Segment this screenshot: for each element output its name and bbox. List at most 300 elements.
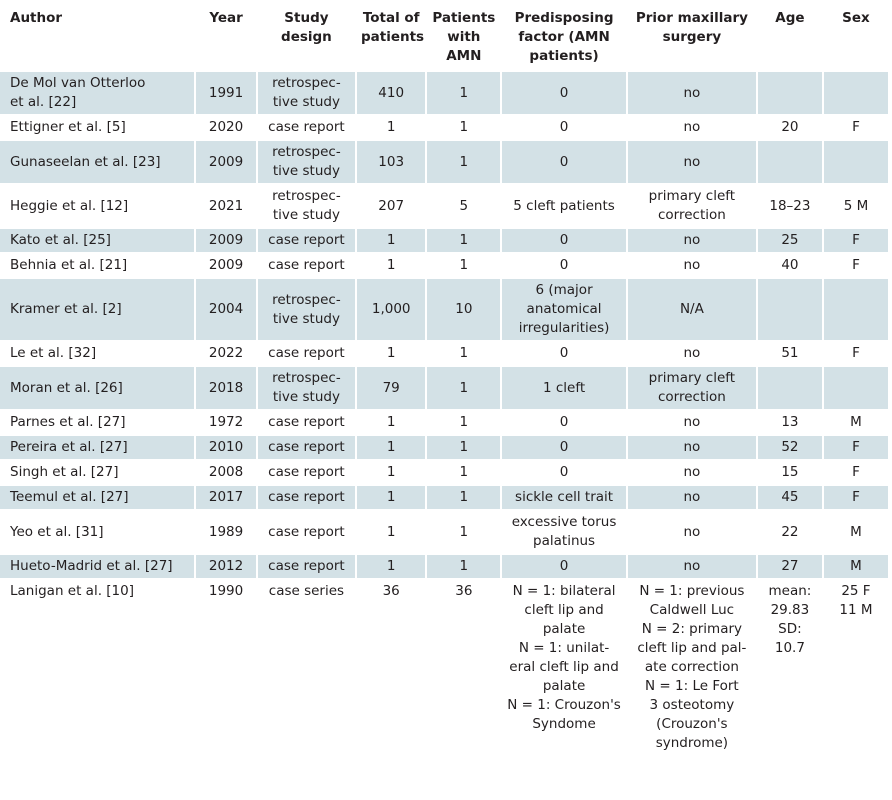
total-cell [357, 555, 425, 578]
patients-cell [427, 185, 500, 227]
cell-line: retrospec- [272, 188, 341, 204]
cell-line: no [683, 153, 701, 170]
cell-line: 2022 [208, 345, 244, 361]
cell-line: 1 [459, 379, 469, 396]
sex-cell [824, 141, 888, 183]
cell-line: 79 [382, 379, 400, 396]
header-line: Prior maxillary [635, 10, 748, 26]
cell-line: 27 [781, 558, 799, 574]
prior-surgery-cell [628, 116, 756, 139]
author-cell [0, 229, 194, 252]
total-cell [357, 486, 425, 509]
age-cell [758, 342, 822, 365]
cell-line: 0 [559, 232, 569, 248]
cell-line: 0 [559, 257, 569, 273]
cell-line: 0 [559, 439, 569, 455]
cell-line: no [683, 464, 701, 480]
cell-line: 2004 [208, 301, 244, 317]
header-line: Total of [362, 10, 420, 26]
cell-line: De Mol van Otterloo [10, 75, 146, 91]
cell-line: Kramer et al. [2] [10, 301, 122, 317]
cell-line: 2008 [208, 464, 244, 480]
cell-line: correction [657, 207, 726, 223]
cell-line: N = 1: Le Fort [645, 678, 739, 694]
author-cell [0, 254, 194, 277]
cell-line: case report [268, 558, 345, 574]
cell-line: M [850, 414, 862, 430]
cell-line: Heggie et al. [12] [10, 197, 129, 214]
year-cell [196, 229, 256, 252]
cell-line: 0 [559, 84, 569, 101]
cell-line: 0 [559, 119, 569, 135]
cell-line: 2009 [208, 257, 244, 273]
age-cell [758, 116, 822, 139]
author-cell [0, 461, 194, 484]
cell-line: 1 [459, 84, 469, 101]
cell-line: Behnia et al. [21] [10, 257, 128, 273]
cell-line: SD: [778, 621, 802, 637]
design-cell [258, 580, 355, 756]
cell-line: Syndome [532, 716, 596, 732]
age-cell [758, 254, 822, 277]
cell-line: Gunaseelan et al. [23] [10, 153, 161, 170]
age-cell [758, 511, 822, 553]
cell-line: N = 1: previous [639, 583, 745, 599]
cell-line: 1 [459, 523, 469, 540]
cell-line: mean: [768, 583, 812, 599]
prior-surgery-cell [628, 436, 756, 459]
cell-line: 25 F [841, 583, 871, 599]
table-row [0, 72, 888, 114]
header-line: Author [10, 10, 63, 26]
age-cell [758, 555, 822, 578]
factor-cell [502, 411, 626, 434]
cell-line: Hueto-Madrid et al. [27] [10, 558, 173, 574]
sex-cell [824, 486, 888, 509]
cell-line: 1 [386, 414, 396, 430]
sex-cell [824, 185, 888, 227]
author-cell [0, 511, 194, 553]
sex-cell [824, 254, 888, 277]
patients-cell [427, 141, 500, 183]
cell-line: N = 1: unilat- [518, 640, 610, 656]
author-cell [0, 342, 194, 365]
total-cell [357, 461, 425, 484]
age-cell [758, 411, 822, 434]
cell-line: irregularities) [518, 320, 610, 336]
cell-line: case report [268, 439, 345, 455]
patients-cell [427, 555, 500, 578]
cell-line: 2009 [208, 153, 244, 170]
cell-line: 1 [459, 257, 469, 273]
cell-line: Ettigner et al. [5] [10, 119, 126, 135]
patients-cell [427, 229, 500, 252]
year-cell [196, 555, 256, 578]
cell-line: 1,000 [371, 301, 411, 317]
cell-line: case series [268, 583, 345, 599]
patients-cell [427, 342, 500, 365]
header-line: Patients [432, 10, 496, 26]
header-line: Year [209, 10, 243, 26]
prior-surgery-cell [628, 229, 756, 252]
year-cell [196, 486, 256, 509]
cell-line: et al. [22] [10, 94, 77, 110]
author-cell [0, 141, 194, 183]
patients-cell [427, 254, 500, 277]
prior-surgery-cell [628, 461, 756, 484]
factor-cell [502, 511, 626, 553]
cell-line: cleft lip and pal- [637, 640, 747, 656]
cell-line: correction [657, 389, 726, 405]
factor-cell [502, 342, 626, 365]
total-cell [357, 411, 425, 434]
cell-line: 1 [386, 345, 396, 361]
design-cell [258, 185, 355, 227]
cell-line: 6 (major [535, 282, 593, 298]
cell-line: N = 1: Crouzon's [507, 697, 621, 713]
cell-line: 2018 [208, 379, 244, 396]
cell-line: 1 [386, 119, 396, 135]
header-patients-with-amn [427, 0, 500, 70]
prior-surgery-cell [628, 411, 756, 434]
cell-line: 1 [386, 439, 396, 455]
cell-line: 5 cleft patients [513, 197, 615, 214]
header-line: factor (AMN [518, 29, 610, 45]
factor-cell [502, 461, 626, 484]
cell-line: no [683, 489, 701, 505]
cell-line: 0 [559, 345, 569, 361]
design-cell [258, 342, 355, 365]
table-row [0, 254, 888, 277]
table-row [0, 555, 888, 578]
year-cell [196, 279, 256, 340]
cell-line: 0 [559, 414, 569, 430]
cell-line: F [852, 439, 860, 455]
table-row [0, 367, 888, 409]
year-cell [196, 342, 256, 365]
header-line: design [281, 29, 332, 45]
design-cell [258, 511, 355, 553]
cell-line: 2017 [208, 489, 244, 505]
factor-cell [502, 279, 626, 340]
cell-line: case report [268, 464, 345, 480]
header-line: AMN [446, 48, 482, 64]
design-cell [258, 436, 355, 459]
cell-line: 0 [559, 558, 569, 574]
author-cell [0, 486, 194, 509]
total-cell [357, 511, 425, 553]
cell-line: (Crouzon's [656, 716, 728, 732]
age-cell [758, 461, 822, 484]
cell-line: 15 [781, 464, 799, 480]
header-study-design [258, 0, 355, 70]
cell-line: 1 [386, 232, 396, 248]
cell-line: no [683, 414, 701, 430]
cell-line: 1 cleft [542, 379, 586, 396]
cell-line: primary cleft [648, 188, 736, 204]
cell-line: Yeo et al. [31] [10, 523, 104, 540]
cell-line: 1 [386, 464, 396, 480]
total-cell [357, 116, 425, 139]
factor-cell [502, 436, 626, 459]
cell-line: 1 [386, 523, 396, 540]
age-cell [758, 436, 822, 459]
author-cell [0, 367, 194, 409]
sex-cell [824, 279, 888, 340]
author-cell [0, 555, 194, 578]
cell-line: N = 2: primary [641, 621, 743, 637]
table-body [0, 72, 888, 756]
cell-line: 40 [781, 257, 799, 273]
cell-line: F [852, 345, 860, 361]
age-cell [758, 580, 822, 756]
cell-line: 1 [459, 119, 469, 135]
table-row [0, 141, 888, 183]
cell-line: palate [542, 621, 586, 637]
design-cell [258, 254, 355, 277]
cell-line: 1972 [208, 414, 244, 430]
table-row [0, 185, 888, 227]
prior-surgery-cell [628, 555, 756, 578]
cell-line: cleft lip and [524, 602, 604, 618]
factor-cell [502, 72, 626, 114]
cell-line: no [683, 523, 701, 540]
cell-line: case report [268, 345, 345, 361]
cell-line: Moran et al. [26] [10, 379, 123, 396]
cell-line: no [683, 232, 701, 248]
author-cell [0, 580, 194, 756]
cell-line: 1 [459, 464, 469, 480]
header-author [0, 0, 194, 70]
age-cell [758, 229, 822, 252]
cell-line: 22 [781, 523, 799, 540]
cell-line: 2012 [208, 558, 244, 574]
table-row [0, 580, 888, 756]
cell-line: retrospec- [272, 144, 341, 160]
cell-line: 410 [378, 84, 405, 101]
total-cell [357, 72, 425, 114]
cell-line: Kato et al. [25] [10, 232, 111, 248]
year-cell [196, 461, 256, 484]
cell-line: 5 [459, 197, 469, 214]
cell-line: Singh et al. [27] [10, 464, 119, 480]
age-cell [758, 72, 822, 114]
year-cell [196, 367, 256, 409]
cell-line: Le et al. [32] [10, 345, 97, 361]
cell-line: 10 [455, 301, 473, 317]
cell-line: Pereira et al. [27] [10, 439, 128, 455]
header-line: Age [775, 10, 805, 26]
cell-line: 20 [781, 119, 799, 135]
patients-cell [427, 279, 500, 340]
author-cell [0, 72, 194, 114]
year-cell [196, 411, 256, 434]
cell-line: no [683, 119, 701, 135]
author-cell [0, 279, 194, 340]
prior-surgery-cell [628, 279, 756, 340]
cell-line: Teemul et al. [27] [10, 489, 129, 505]
cell-line: 0 [559, 153, 569, 170]
cell-line: 18–23 [769, 197, 811, 214]
year-cell [196, 185, 256, 227]
age-cell [758, 141, 822, 183]
cell-line: tive study [272, 389, 340, 405]
cell-line: F [852, 257, 860, 273]
header-line: Study [284, 10, 329, 26]
cell-line: Caldwell Luc [649, 602, 735, 618]
total-cell [357, 436, 425, 459]
factor-cell [502, 486, 626, 509]
cell-line: 13 [781, 414, 799, 430]
cell-line: M [850, 558, 862, 574]
cell-line: 5 M [843, 197, 869, 214]
header-line: with [447, 29, 481, 45]
header-line: Predisposing [514, 10, 614, 26]
cell-line: 1 [386, 257, 396, 273]
cell-line: sickle cell trait [515, 489, 614, 505]
cell-line: case report [268, 414, 345, 430]
cell-line: case report [268, 232, 345, 248]
cell-line: M [850, 523, 862, 540]
cell-line: 10.7 [774, 640, 805, 656]
patients-cell [427, 411, 500, 434]
cell-line: 1990 [208, 583, 244, 599]
patients-cell [427, 72, 500, 114]
table-row [0, 279, 888, 340]
cell-line: 1 [386, 489, 396, 505]
cell-line: 45 [781, 489, 799, 505]
cell-line: excessive torus [511, 514, 617, 530]
factor-cell [502, 555, 626, 578]
factor-cell [502, 580, 626, 756]
table-row [0, 436, 888, 459]
cell-line: Parnes et al. [27] [10, 414, 126, 430]
design-cell [258, 141, 355, 183]
header-line: Sex [842, 10, 870, 26]
factor-cell [502, 185, 626, 227]
cell-line: palatinus [533, 533, 596, 549]
design-cell [258, 367, 355, 409]
design-cell [258, 461, 355, 484]
table-row [0, 229, 888, 252]
age-cell [758, 367, 822, 409]
cell-line: 1 [459, 232, 469, 248]
header-line: patients) [529, 48, 599, 64]
patients-cell [427, 436, 500, 459]
sex-cell [824, 342, 888, 365]
cell-line: no [683, 257, 701, 273]
year-cell [196, 116, 256, 139]
cell-line: retrospec- [272, 291, 341, 308]
cell-line: eral cleft lip and [509, 659, 619, 675]
header-prior-maxillary-surgery [628, 0, 756, 70]
cell-line: 1991 [208, 84, 244, 101]
patients-cell [427, 116, 500, 139]
age-cell [758, 185, 822, 227]
year-cell [196, 511, 256, 553]
header-predisposing-factor [502, 0, 626, 70]
author-cell [0, 185, 194, 227]
cell-line: case report [268, 489, 345, 505]
sex-cell [824, 511, 888, 553]
cell-line: 2021 [208, 197, 244, 214]
cell-line: tive study [272, 207, 340, 223]
year-cell [196, 436, 256, 459]
age-cell [758, 486, 822, 509]
cell-line: no [683, 345, 701, 361]
cell-line: 36 [455, 583, 473, 599]
year-cell [196, 254, 256, 277]
cell-line: no [683, 84, 701, 101]
author-cell [0, 116, 194, 139]
cell-line: F [852, 464, 860, 480]
cell-line: palate [542, 678, 586, 694]
cell-line: 1 [459, 489, 469, 505]
cell-line: F [852, 489, 860, 505]
author-cell [0, 436, 194, 459]
total-cell [357, 185, 425, 227]
header-age [758, 0, 822, 70]
sex-cell [824, 367, 888, 409]
cell-line: 11 M [839, 602, 873, 618]
total-cell [357, 279, 425, 340]
table-row [0, 461, 888, 484]
cell-line: retrospec- [272, 75, 341, 91]
header-row [0, 0, 888, 70]
cell-line: 3 osteotomy [649, 697, 735, 713]
sex-cell [824, 72, 888, 114]
design-cell [258, 72, 355, 114]
year-cell [196, 580, 256, 756]
cell-line: anatomical [526, 301, 602, 317]
total-cell [357, 141, 425, 183]
table-row [0, 116, 888, 139]
sex-cell [824, 411, 888, 434]
sex-cell [824, 436, 888, 459]
header-line: surgery [662, 29, 722, 45]
prior-surgery-cell [628, 486, 756, 509]
cell-line: 1 [459, 439, 469, 455]
design-cell [258, 486, 355, 509]
cell-line: F [852, 119, 860, 135]
cell-line: 29.83 [770, 602, 810, 618]
cell-line: 52 [781, 439, 799, 455]
design-cell [258, 279, 355, 340]
prior-surgery-cell [628, 511, 756, 553]
year-cell [196, 141, 256, 183]
header-line: patients [360, 29, 425, 45]
total-cell [357, 254, 425, 277]
year-cell [196, 72, 256, 114]
prior-surgery-cell [628, 72, 756, 114]
prior-surgery-cell [628, 185, 756, 227]
header-sex [824, 0, 888, 70]
cell-line: 2009 [208, 232, 244, 248]
sex-cell [824, 116, 888, 139]
sex-cell [824, 555, 888, 578]
factor-cell [502, 367, 626, 409]
cell-line: 1 [459, 345, 469, 361]
cell-line: 1 [459, 153, 469, 170]
factor-cell [502, 254, 626, 277]
prior-surgery-cell [628, 342, 756, 365]
cell-line: syndrome) [655, 735, 729, 751]
cell-line: tive study [272, 163, 340, 179]
prior-surgery-cell [628, 254, 756, 277]
cell-line: 1989 [208, 523, 244, 540]
header-year [196, 0, 256, 70]
table-row [0, 411, 888, 434]
